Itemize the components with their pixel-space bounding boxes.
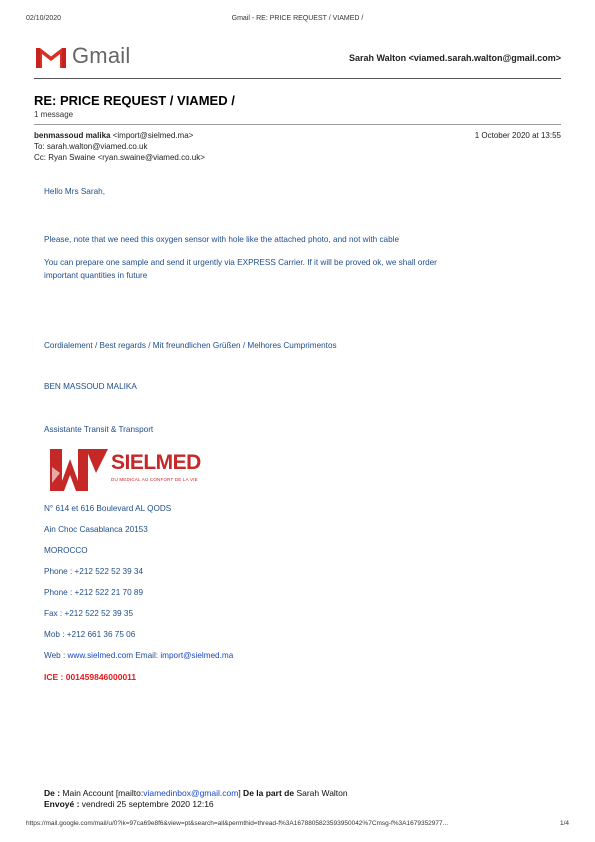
web-label: Web : <box>44 651 68 660</box>
header-divider <box>34 78 561 79</box>
web-email-line <box>44 651 233 660</box>
message-divider <box>34 124 561 125</box>
greeting: Hello Mrs Sarah, <box>44 187 105 196</box>
envoye-label: Envoyé : <box>44 799 80 809</box>
de-value-pre: Main Account [mailto: <box>60 788 144 798</box>
body-paragraph-1: Please, note that we need this oxygen sensor with hole like the attached photo, and not with cable <box>44 235 400 244</box>
email-link[interactable]: import@sielmed.ma <box>160 651 234 660</box>
thread-subject: RE: PRICE REQUEST / VIAMED / <box>34 93 235 108</box>
de-value-post: ] <box>238 788 241 798</box>
web-link[interactable]: www.sielmed.com <box>67 651 134 660</box>
country: MOROCCO <box>44 546 88 555</box>
fax: Fax : +212 522 52 39 35 <box>44 609 133 618</box>
gmail-logo-icon <box>34 44 68 70</box>
sielmed-tagline: DU MEDICAL AU CONFORT DE LA VIE <box>111 477 198 482</box>
phone-1: Phone : +212 522 52 39 34 <box>44 567 144 576</box>
de-label: De : <box>44 788 61 798</box>
forwarded-from-line <box>44 788 348 798</box>
account-label: Sarah Walton <viamed.sarah.walton@gmail.com> <box>348 53 561 63</box>
sielmed-wordmark: SIELMED <box>111 451 201 474</box>
address-line-2: Ain Choc Casablanca 20153 <box>44 525 148 534</box>
body-paragraph-2-line-2: important quantities in future <box>44 271 148 280</box>
forwarded-email-link[interactable]: viamedinbox@gmail.com <box>143 788 239 798</box>
cc-line: Cc: Ryan Swaine <ryan.swaine@viamed.co.uk> <box>34 153 205 162</box>
print-date: 02/10/2020 <box>26 15 62 22</box>
signature-name: BEN MASSOUD MALIKA <box>44 382 137 391</box>
email-label: Email: <box>133 651 161 660</box>
phone-2: Phone : +212 522 21 70 89 <box>44 588 144 597</box>
on-behalf-label: De la part de <box>240 788 295 798</box>
on-behalf-value: Sarah Walton <box>294 788 348 798</box>
ice-number: ICE : 001459846000011 <box>44 672 137 682</box>
page-number: 1/4 <box>559 820 569 827</box>
to-line: To: sarah.walton@viamed.co.uk <box>34 142 148 151</box>
sender-name: benmassoud malika <box>34 131 111 140</box>
forwarded-sent-line <box>44 799 214 809</box>
message-date: 1 October 2020 at 13:55 <box>474 131 561 140</box>
regards: Cordialement / Best regards / Mit freundlichen Grüßen / Melhores Cumprimentos <box>44 341 337 350</box>
print-title: Gmail - RE: PRICE REQUEST / VIAMED / <box>231 15 364 22</box>
footer-url: https://mail.google.com/mail/u/0?ik=97ca69e8f6&view=pt&search=all&permthid=thread-f%3A1678805823593950042%7Cmsg-f%3A1679352977... <box>26 820 449 827</box>
sielmed-logo-icon <box>48 447 118 493</box>
body-paragraph-2-line-1: You can prepare one sample and send it urgently via EXPRESS Carrier. If it will be proved ok, we shall order <box>44 258 437 267</box>
address-line-1: N° 614 et 616 Boulevard AL QODS <box>44 504 172 513</box>
signature-role: Assistante Transit & Transport <box>44 425 154 434</box>
message-count: 1 message <box>34 110 74 119</box>
sender-email: <import@sielmed.ma> <box>112 131 194 140</box>
sender-line <box>34 131 193 140</box>
gmail-wordmark: Gmail <box>72 43 131 68</box>
mobile: Mob : +212 661 36 75 06 <box>44 630 136 639</box>
envoye-value: vendredi 25 septembre 2020 12:16 <box>79 799 214 809</box>
